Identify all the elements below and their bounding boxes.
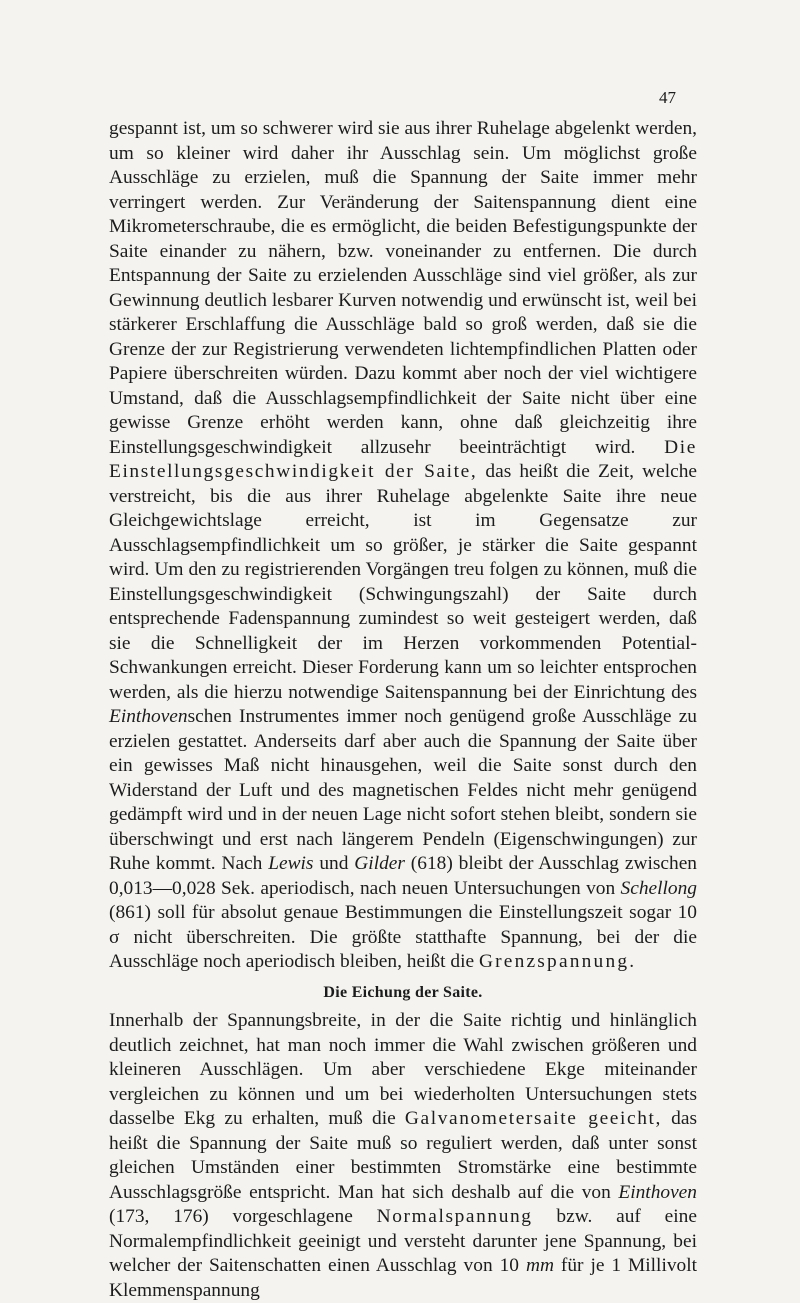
- text-run: für je 1 Millivolt Klemmenspannung: [109, 1255, 697, 1301]
- spaced-emphasis: Galvanometersaite geeicht,: [404, 1108, 662, 1129]
- spaced-emphasis: Normalspannung: [376, 1206, 533, 1227]
- text-run: (861) soll für absolut genaue Bestimmungen die Einstellungszeit sogar 10 σ nicht überschreiten. Die größte statthafte Spannung, bei der die Ausschläge noch aperiodisch bleiben, heißt die: [109, 902, 697, 972]
- text-run: das heißt die Zeit, welche verstreicht, bis die aus ihrer Ruhelage abgelenkte Saite ihre neue Gleichgewichtslage erreicht, ist im Gegensatze zur Ausschlagsempfindlichkeit um so größer, je stärker die Saite gespannt wird. Um den zu registrierenden Vorgängen treu folgen zu können, muß die Einstellungsgeschwindigkeit (Schwingungszahl) der Saite durch entsprechende Fadenspannung zumindest so weit gesteigert werden, daß sie die Schnelligkeit der im Herzen vorkommenden Potential-Schwankungen erreicht. Dieser Forderung kann um so leichter entsprochen werden, als die hierzu notwendige Saitenspannung bei der Einrichtung des: [109, 461, 697, 703]
- author-name: Lewis: [268, 853, 314, 874]
- text-run: das heißt die Spannung der Saite muß so reguliert werden, daß unter sonst gleichen Umständen einer bestimmten Stromstärke eine bestimmte Ausschlagsgröße entspricht. Man hat sich deshalb auf die von: [109, 1108, 697, 1203]
- author-name: Einthoven: [109, 706, 188, 727]
- text-run: bzw. auf eine Normalempfindlichkeit geeinigt und versteht darunter jene Spannung, bei welcher der Saitenschatten einen Ausschlag von 10: [109, 1206, 697, 1276]
- text-run: (618) bleibt der Ausschlag zwischen 0,013—0,028 Sek. aperiodisch, nach neuen Untersuchungen von: [109, 853, 698, 899]
- text-run: (173, 176) vorgeschlagene: [109, 1206, 377, 1227]
- author-name: Gilder: [354, 853, 405, 874]
- page-number: 47: [659, 88, 676, 107]
- author-name: Einthoven: [618, 1181, 697, 1203]
- paragraph-2: [109, 1009, 697, 1303]
- section-heading: Die Eichung der Saite.: [323, 983, 483, 1001]
- text-run: und: [313, 853, 355, 874]
- paragraph-1: [109, 117, 697, 975]
- unit: mm: [525, 1255, 554, 1276]
- author-name: Schellong: [620, 877, 697, 899]
- text-run: Innerhalb der Spannungsbreite, in der die Saite richtig und hinlänglich deutlich zeichnet, hat man noch immer die Wahl zwischen größeren und kleineren Ausschlägen. Um aber verschiedene Ekge miteinander vergleichen zu können und um bei wiederholten Untersuchungen stets dasselbe Ekg zu erhalten, muß die: [109, 1010, 697, 1129]
- spaced-emphasis: Die Einstellungsgeschwindigkeit der Saite,: [109, 436, 697, 482]
- text-run: gespannt ist, um so schwerer wird sie aus ihrer Ruhelage abgelenkt werden, um so kleiner wird daher ihr Ausschlag sein. Um möglichst große Ausschläge zu erzielen, muß die Spannung der Saite immer mehr verringert werden. Zur Veränderung der Saitenspannung dient eine Mikrometerschraube, die es ermöglicht, die beiden Befestigungspunkte der Saite einander zu nähern, bzw. voneinander zu entfernen. Die durch Entspannung der Saite zu erzielenden Ausschläge sind viel größer, als zur Gewinnung deutlich lesbarer Kurven notwendig und erwünscht ist, weil bei stärkerer Erschlaffung die Ausschläge bald so groß werden, daß sie die Grenze der zur Registrierung verwendeten lichtempfindlichen Platten oder Papiere überschreiten würden. Dazu kommt aber noch der viel wichtigere Umstand, daß die Ausschlagsempfindlichkeit der Saite nicht über eine gewisse Grenze erhöht werden kann, ohne daß gleichzeitig ihre Einstellungsgeschwindigkeit allzusehr beeinträchtigt wird.: [109, 118, 697, 458]
- body-text: [109, 117, 697, 1303]
- text-run: schen Instrumentes immer noch genügend große Ausschläge zu erzielen gestattet. Anderseits darf aber auch die Spannung der Saite über ein gewisses Maß nicht hinausgehen, weil die Saite sonst durch den Widerstand der Luft und des magnetischen Feldes nicht mehr genügend gedämpft wird und in der neuen Lage nicht sofort stehen bleibt, sondern sie überschwingt und erst nach längerem Pendeln (Eigenschwingungen) zur Ruhe kommt. Nach: [109, 706, 697, 874]
- spaced-emphasis: Grenzspannung.: [478, 951, 637, 972]
